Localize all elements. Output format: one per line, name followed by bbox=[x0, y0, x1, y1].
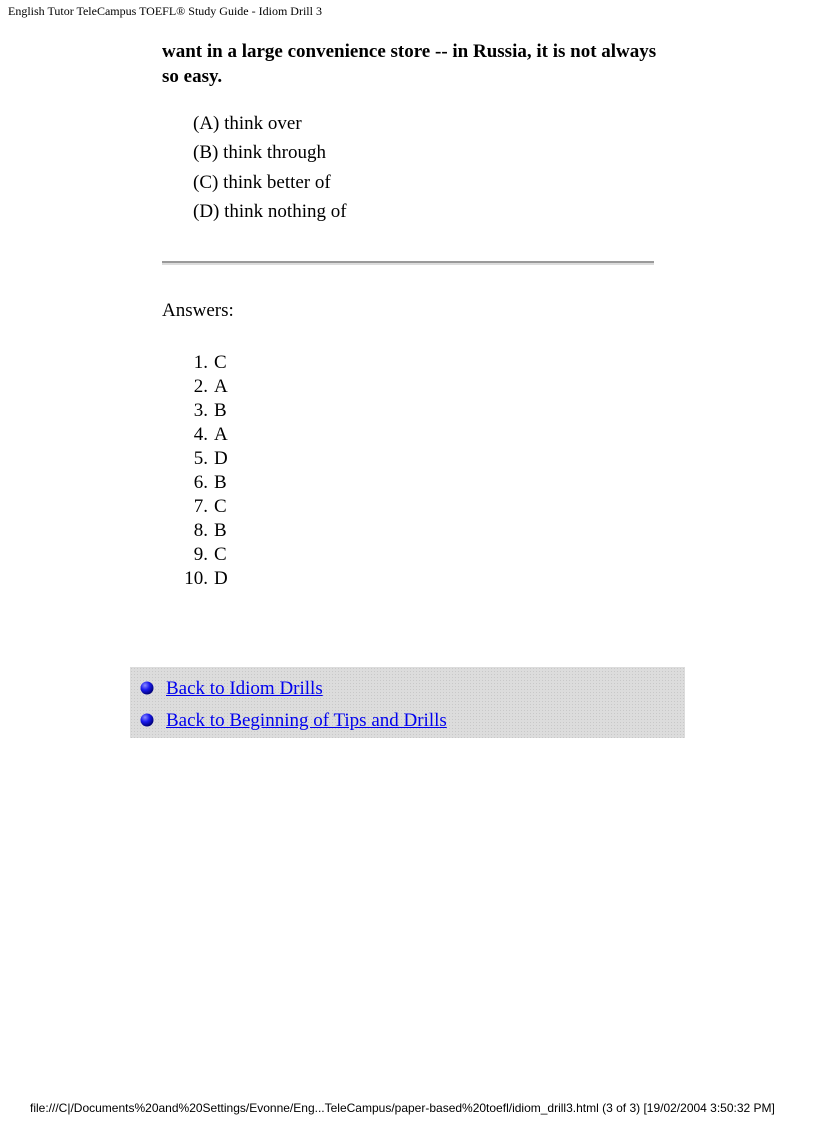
answer-item bbox=[168, 399, 228, 423]
answer-item bbox=[168, 375, 228, 399]
option-c: (C) think better of bbox=[193, 171, 331, 193]
answer-letter: B bbox=[214, 400, 227, 421]
answer-number: 2. bbox=[193, 376, 208, 397]
answer-letter: B bbox=[214, 520, 227, 541]
answer-item bbox=[168, 447, 228, 471]
nav-row-idiom-drills bbox=[140, 675, 323, 701]
answer-item bbox=[168, 519, 228, 543]
blue-ball-bullet-icon bbox=[140, 681, 154, 695]
answer-number: 10. bbox=[184, 568, 208, 589]
answer-number: 5. bbox=[193, 448, 208, 469]
answer-letter: D bbox=[214, 568, 228, 589]
answer-item bbox=[168, 471, 228, 495]
answers-heading: Answers: bbox=[162, 300, 234, 321]
blue-ball-bullet-icon bbox=[140, 713, 154, 727]
answer-item bbox=[168, 423, 228, 447]
answer-letter: D bbox=[214, 448, 228, 469]
back-to-idiom-drills-link[interactable]: Back to Idiom Drills bbox=[166, 677, 323, 699]
answer-letter: A bbox=[214, 424, 228, 445]
answer-item bbox=[168, 543, 228, 567]
answer-options bbox=[193, 111, 347, 229]
answer-letter: B bbox=[214, 472, 227, 493]
navigation-box bbox=[130, 667, 685, 738]
answer-letter: C bbox=[214, 352, 227, 373]
answer-letter: C bbox=[214, 544, 227, 565]
horizontal-rule bbox=[162, 261, 654, 265]
print-header: English Tutor TeleCampus TOEFL® Study Guide - Idiom Drill 3 bbox=[8, 4, 322, 18]
option-a: (A) think over bbox=[193, 113, 302, 134]
answer-item bbox=[168, 567, 228, 591]
answers-list bbox=[168, 351, 228, 591]
answer-item bbox=[168, 351, 228, 375]
answer-letter: C bbox=[214, 496, 227, 517]
back-to-beginning-link[interactable]: Back to Beginning of Tips and Drills bbox=[166, 709, 447, 731]
answer-number: 1. bbox=[193, 352, 208, 373]
answer-item bbox=[168, 495, 228, 519]
option-b: (B) think through bbox=[193, 142, 326, 164]
answer-number: 7. bbox=[193, 496, 208, 517]
answer-number: 8. bbox=[193, 520, 208, 541]
question-text: want in a large convenience store -- in Russia, it is not always so easy. bbox=[162, 41, 657, 87]
print-footer: file:///C|/Documents%20and%20Settings/Evonne/Eng...TeleCampus/paper-based%20toefl/idiom_drill3.html (3 of 3) [19/02/2004 3:50:32 PM] bbox=[30, 1101, 775, 1115]
nav-row-tips-and-drills bbox=[140, 707, 447, 733]
answer-letter: A bbox=[214, 376, 228, 397]
answer-number: 6. bbox=[193, 472, 208, 493]
answer-number: 9. bbox=[193, 544, 208, 565]
option-d: (D) think nothing of bbox=[193, 201, 347, 223]
answer-number: 3. bbox=[193, 400, 208, 421]
answer-number: 4. bbox=[193, 424, 208, 445]
